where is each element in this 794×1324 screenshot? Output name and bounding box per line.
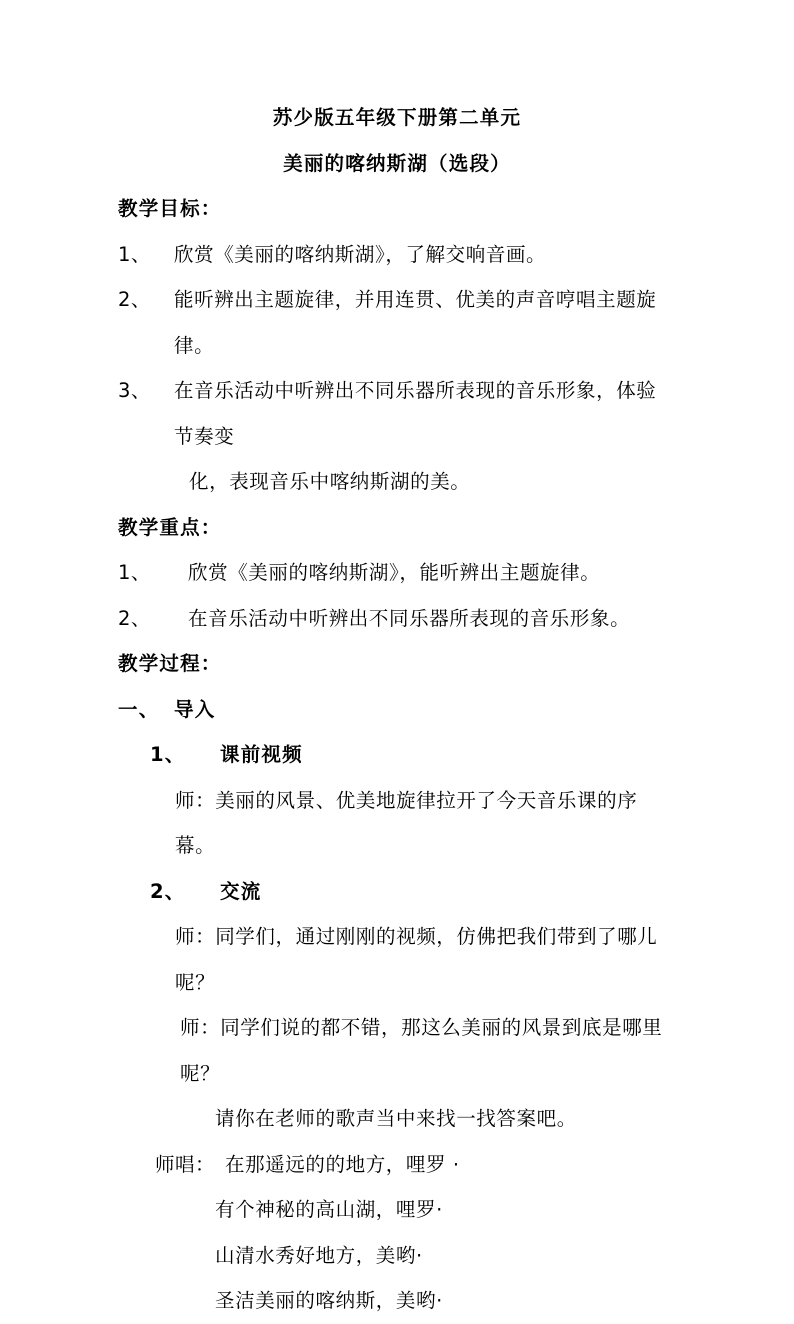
document-title-line-2: 美丽的喀纳斯湖（选段） — [283, 151, 511, 175]
focus-item-2 — [118, 596, 676, 642]
process-substep-2-text: 交流 — [220, 879, 262, 903]
singing-text-4: 圣洁美丽的喀纳斯，美哟· — [215, 1289, 443, 1312]
focus-item-1 — [118, 550, 676, 596]
teacher-speech-3-continuation: 请你在老师的歌声当中来找一找答案吧。 — [215, 1107, 577, 1130]
section-heading-process: 教学过程： — [118, 652, 222, 675]
process-step-1-text: 导入 — [174, 697, 216, 721]
objective-text-3-continuation: 化，表现音乐中喀纳斯湖的美。 — [189, 470, 471, 493]
teacher-speech-3: 师：同学们说的都不错，那这么美丽的风景到底是哪里呢？ — [180, 1016, 663, 1085]
objective-marker-3: 3、 — [118, 379, 151, 402]
teacher-speech-1: 师：美丽的风景、优美地旋律拉开了今天音乐课的序幕。 — [175, 788, 638, 857]
process-substep-2 — [150, 869, 676, 915]
process-step-1-marker: 一、 — [118, 697, 160, 721]
teacher-speech-2: 师：同学们，通过刚刚的视频，仿佛把我们带到了哪儿呢？ — [175, 925, 658, 994]
objective-item-2 — [118, 277, 676, 368]
objective-item-3 — [118, 368, 676, 459]
document-title-line-1: 苏少版五年级下册第二单元 — [272, 106, 522, 129]
process-substep-1-text: 课前视频 — [220, 743, 303, 766]
process-step-1 — [118, 687, 676, 733]
section-heading-objectives: 教学目标： — [118, 197, 222, 220]
focus-marker-2: 2、 — [118, 606, 151, 630]
focus-text-2: 在音乐活动中听辨出不同乐器所表现的音乐形象。 — [188, 606, 631, 630]
process-substep-2-marker: 2、 — [150, 879, 186, 903]
objective-text-1: 欣赏《美丽的喀纳斯湖》，了解交响音画。 — [174, 242, 547, 266]
singing-label: 师唱： — [155, 1152, 216, 1176]
focus-text-1: 欣赏《美丽的喀纳斯湖》，能听辨出主题旋律。 — [188, 561, 601, 584]
singing-text-2: 有个神秘的高山湖，哩罗· — [215, 1198, 443, 1221]
focus-marker-1: 1、 — [118, 561, 151, 584]
objective-marker-1: 1、 — [118, 242, 151, 266]
singing-text-3: 山清水秀好地方，美哟· — [215, 1243, 423, 1267]
singing-line-1 — [155, 1142, 676, 1188]
objective-text-3: 在音乐活动中听辨出不同乐器所表现的音乐形象，体验节奏变 — [174, 379, 657, 448]
process-substep-1 — [150, 732, 676, 778]
singing-text-1: 在那遥远的的地方，哩罗 · — [225, 1152, 460, 1176]
objective-text-2: 能听辨出主题旋律，并用连贯、优美的声音哼唱主题旋律。 — [174, 288, 657, 357]
objective-item-1 — [118, 232, 676, 278]
process-substep-1-marker: 1、 — [150, 743, 186, 766]
objective-marker-2: 2、 — [118, 288, 151, 311]
section-heading-focus: 教学重点： — [118, 515, 222, 539]
